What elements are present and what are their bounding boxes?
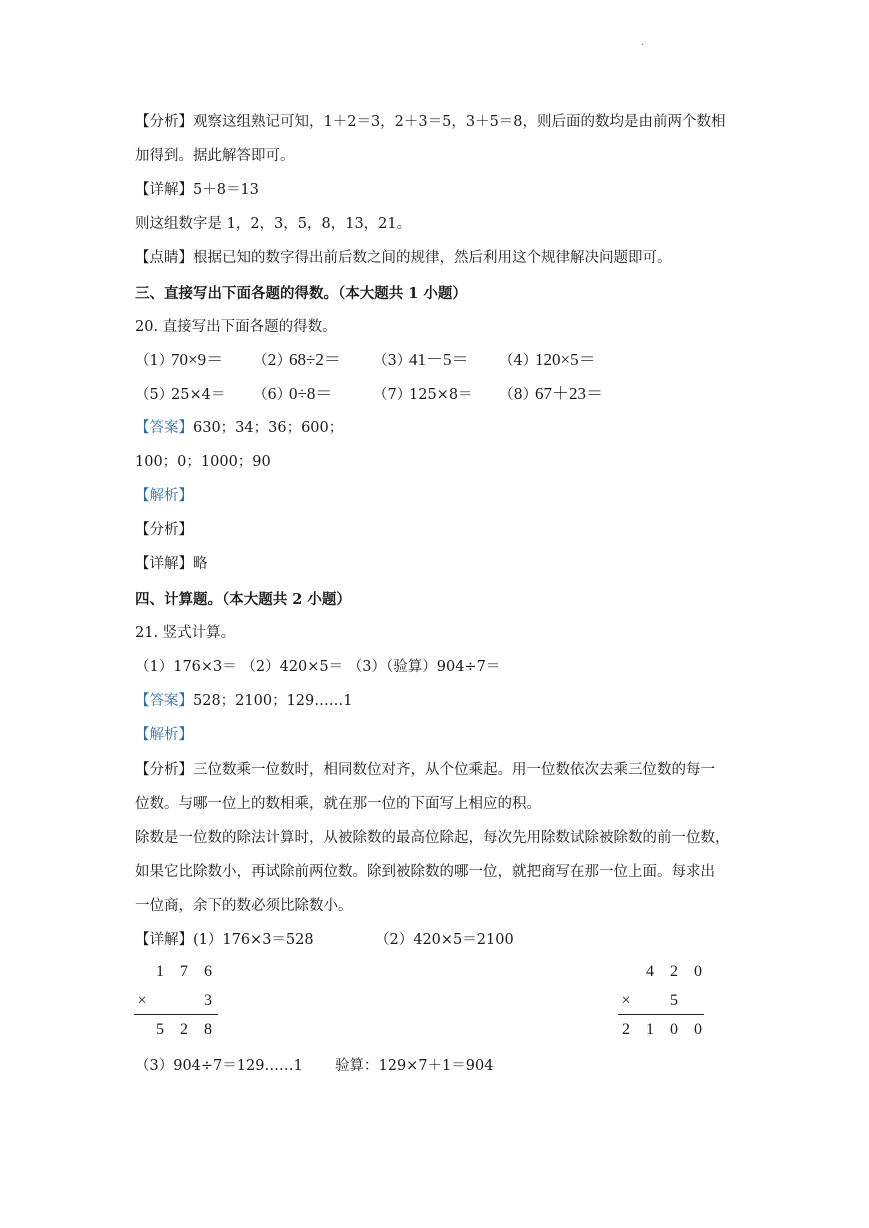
q20-expr-3: 41－5＝ (409, 350, 469, 369)
q20-expr-7: 125×8＝ (409, 387, 473, 403)
q20-expr-6: 0÷8＝ (289, 384, 333, 403)
analysis-line-1: 【分析】观察这组熟记可知，1＋2＝3，2＋3＝5，3＋5＝8，则后面的数均是由前两个数相 (135, 114, 726, 130)
detail-line: 【详解】5＋8＝13 (135, 182, 259, 198)
sequence-line: 则这组数字是 1，2，3，5，8，13，21。 (135, 216, 412, 232)
q20-label-3: （3） (373, 353, 412, 369)
q21-items: （1）176×3＝ （2）420×5＝ （3）（验算）904÷7＝ (135, 659, 501, 675)
q20-label-4: （4） (499, 353, 538, 369)
digit: 1 (646, 1021, 654, 1038)
answer-20-line-2: 100；0；1000；90 (135, 454, 271, 470)
multiply-sign: × (621, 992, 631, 1009)
analysis-para-2: 位数。与哪一位上的数相乘，就在那一位的下面写上相应的积。 (135, 796, 541, 812)
digit: 1 (156, 963, 164, 980)
q20-label-7: （7） (373, 387, 412, 403)
detail-4: 验算：129×7＋1＝904 (335, 1058, 494, 1074)
detail-3: （3）904÷7＝129……1 (135, 1058, 303, 1074)
q20-label-5: （5） (135, 387, 174, 403)
q20-label-8: （8） (499, 387, 538, 403)
vertical-calc-right (616, 963, 716, 1043)
answer-21-line (135, 691, 352, 711)
analysis-para-3: 除数是一位数的除法计算时，从被除数的最高位除起，每次先用除数试除被除数的前一位数， (135, 830, 730, 846)
header-mark: · (641, 40, 645, 51)
detail-omitted: 【详解】略 (135, 556, 208, 572)
calc-rule-right (618, 1014, 704, 1015)
digit: 2 (670, 963, 678, 980)
section-4-heading: 四、计算题。（本大题共 2 小题） (135, 591, 351, 608)
digit: 0 (694, 1021, 702, 1038)
q20-label-1: （1） (135, 353, 174, 369)
analysis-para-5: 一位商，余下的数必须比除数小。 (135, 898, 353, 914)
digit: 4 (646, 963, 654, 980)
digit: 2 (622, 1021, 630, 1038)
digit: 8 (204, 1021, 212, 1038)
answer-tag: 【答案】 (135, 693, 193, 709)
answer-20-values: 630；34；36；600； (193, 420, 344, 436)
detail-line-1 (135, 930, 514, 950)
explanation-tag: 【解析】 (135, 727, 193, 743)
answer-21-values: 528；2100；129……1 (193, 693, 353, 709)
question-20: 20. 直接写出下面各题的得数。 (135, 319, 337, 335)
digit: 5 (156, 1021, 164, 1038)
q20-expr-8: 67＋23＝ (535, 384, 603, 403)
q20-expr-2: 68÷2＝ (289, 350, 341, 369)
q20-expr-1: 70×9＝ (171, 350, 224, 369)
digit: 6 (204, 963, 212, 980)
detail-line-3 (135, 1056, 493, 1076)
comment-line: 【点睛】根据已知的数字得出前后数之间的规律，然后利用这个规律解决问题即可。 (135, 250, 672, 266)
digit: 0 (694, 963, 702, 980)
analysis-para-4: 如果它比除数小，再试除前两位数。除到被除数的哪一位，就把商写在那一位上面。每求出 (135, 864, 715, 880)
q20-label-6: （6） (253, 387, 292, 403)
digit: 5 (670, 992, 678, 1009)
q20-row-1 (135, 350, 596, 371)
analysis-line-2: 加得到。据此解答即可。 (135, 148, 295, 164)
vertical-calc-left (137, 963, 240, 1043)
q20-expr-5: 25×4＝ (171, 387, 226, 403)
detail-1: 【详解】(1）176×3＝528 (135, 932, 314, 948)
q20-label-2: （2） (253, 353, 292, 369)
question-21: 21. 竖式计算。 (135, 625, 236, 641)
section-3-heading: 三、直接写出下面各题的得数。（本大题共 1 小题） (135, 285, 467, 302)
analysis-para-1: 【分析】三位数乘一位数时，相同数位对齐，从个位乘起。用一位数依次去乘三位数的每一 (135, 762, 715, 778)
explanation-tag: 【解析】 (135, 488, 193, 504)
digit: 7 (180, 963, 188, 980)
answer-tag: 【答案】 (135, 420, 193, 436)
calc-rule-left (134, 1014, 218, 1015)
digit: 2 (180, 1021, 188, 1038)
detail-2: （2）420×5＝2100 (375, 932, 514, 948)
q20-expr-4: 120×5＝ (535, 350, 596, 369)
multiply-sign: × (137, 992, 147, 1009)
analysis-empty: 【分析】 (135, 522, 193, 538)
answer-20-line-1 (135, 418, 343, 438)
q20-row-2 (135, 384, 603, 405)
digit: 0 (670, 1021, 678, 1038)
digit: 3 (204, 992, 212, 1009)
